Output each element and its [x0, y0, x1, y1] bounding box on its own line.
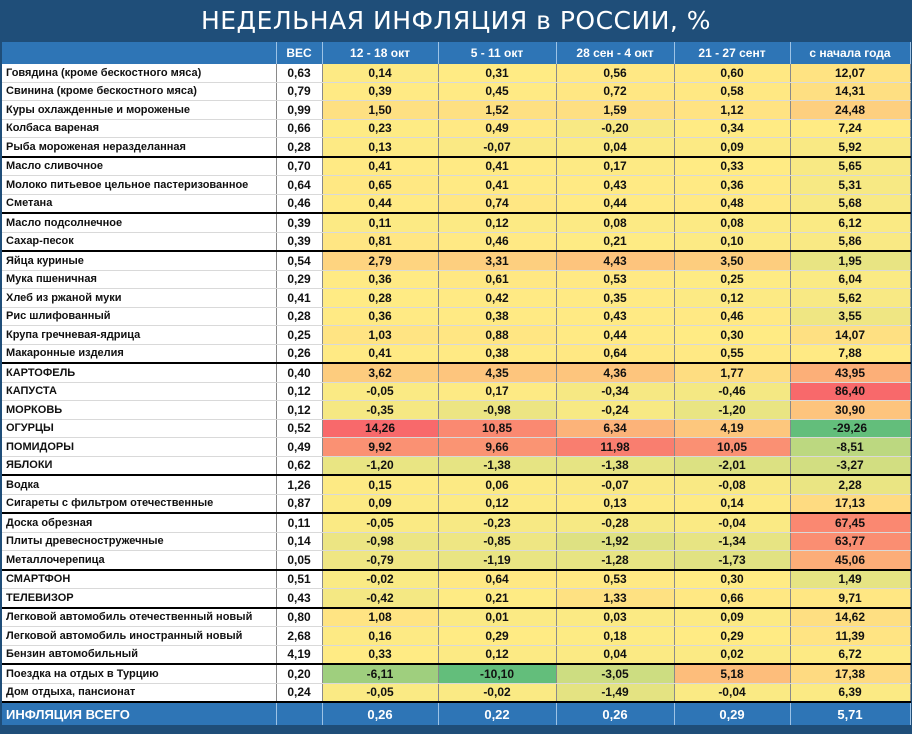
weekly-value-cell: -0,79: [322, 551, 438, 570]
ytd-value-cell: 5,68: [790, 194, 910, 213]
weekly-value-cell: 0,01: [438, 608, 556, 627]
ytd-value-cell: 7,24: [790, 119, 910, 138]
item-weight: 0,64: [276, 176, 322, 195]
weekly-value-cell: 1,52: [438, 101, 556, 120]
item-weight: 0,46: [276, 194, 322, 213]
table-row: [2, 645, 910, 664]
item-weight: 0,39: [276, 213, 322, 232]
weekly-value-cell: -0,08: [674, 475, 790, 494]
weekly-value-cell: 0,17: [556, 157, 674, 176]
weekly-value-cell: 9,92: [322, 438, 438, 457]
item-name: Хлеб из ржаной муки: [2, 289, 276, 308]
ytd-value-cell: 6,72: [790, 645, 910, 664]
item-name: ЯБЛОКИ: [2, 456, 276, 475]
item-weight: 0,54: [276, 251, 322, 270]
item-weight: 0,20: [276, 664, 322, 683]
inflation-table: [2, 42, 911, 725]
ytd-value-cell: 1,95: [790, 251, 910, 270]
table-row: [2, 570, 910, 589]
table-row: [2, 64, 910, 82]
item-name: ОГУРЦЫ: [2, 419, 276, 438]
ytd-value-cell: 30,90: [790, 401, 910, 420]
weekly-value-cell: -1,28: [556, 551, 674, 570]
item-weight: 0,79: [276, 82, 322, 101]
item-weight: 0,24: [276, 683, 322, 702]
weekly-value-cell: 0,41: [438, 157, 556, 176]
item-name: Дом отдыха, пансионат: [2, 683, 276, 702]
table-row: [2, 608, 910, 627]
ytd-value-cell: -3,27: [790, 456, 910, 475]
header-week-4: 21 - 27 сент: [674, 42, 790, 64]
ytd-value-cell: 3,55: [790, 307, 910, 326]
item-name: ТЕЛЕВИЗОР: [2, 589, 276, 608]
weekly-value-cell: 0,13: [322, 138, 438, 157]
weekly-value-cell: 0,15: [322, 475, 438, 494]
weekly-value-cell: -1,20: [674, 401, 790, 420]
ytd-value-cell: 5,65: [790, 157, 910, 176]
item-weight: 0,66: [276, 119, 322, 138]
table-row: [2, 664, 910, 683]
item-weight: 0,62: [276, 456, 322, 475]
item-weight: 0,14: [276, 532, 322, 551]
item-weight: 1,26: [276, 475, 322, 494]
item-weight: 0,28: [276, 138, 322, 157]
weekly-value-cell: -0,35: [322, 401, 438, 420]
weekly-value-cell: 4,43: [556, 251, 674, 270]
table-row: [2, 270, 910, 289]
header-item: [2, 42, 276, 64]
header-week-2: 5 - 11 окт: [438, 42, 556, 64]
weekly-value-cell: -0,23: [438, 513, 556, 532]
header-row: [2, 42, 910, 64]
weekly-value-cell: 0,88: [438, 326, 556, 345]
table-row: [2, 627, 910, 646]
weekly-value-cell: 0,41: [438, 176, 556, 195]
weekly-value-cell: 0,43: [556, 307, 674, 326]
weekly-value-cell: 11,98: [556, 438, 674, 457]
item-name: Сахар-песок: [2, 232, 276, 251]
item-name: Молоко питьевое цельное пастеризованное: [2, 176, 276, 195]
weekly-value-cell: 0,14: [322, 64, 438, 82]
table-row: [2, 251, 910, 270]
header-weight: ВЕС: [276, 42, 322, 64]
weekly-value-cell: 3,31: [438, 251, 556, 270]
weekly-value-cell: 0,53: [556, 270, 674, 289]
weekly-value-cell: 0,12: [438, 645, 556, 664]
ytd-value-cell: 5,62: [790, 289, 910, 308]
table-row: [2, 475, 910, 494]
ytd-value-cell: 6,39: [790, 683, 910, 702]
total-label: ИНФЛЯЦИЯ ВСЕГО: [2, 702, 276, 725]
weekly-value-cell: 0,09: [674, 138, 790, 157]
item-weight: 0,52: [276, 419, 322, 438]
total-row: [2, 702, 910, 725]
weekly-value-cell: -1,20: [322, 456, 438, 475]
ytd-value-cell: 17,13: [790, 494, 910, 513]
item-weight: 0,11: [276, 513, 322, 532]
weekly-value-cell: -0,05: [322, 382, 438, 401]
table-row: [2, 101, 910, 120]
item-name: Говядина (кроме бескостного мяса): [2, 64, 276, 82]
weekly-value-cell: 0,53: [556, 570, 674, 589]
table-row: [2, 456, 910, 475]
ytd-value-cell: 5,86: [790, 232, 910, 251]
ytd-value-cell: 11,39: [790, 627, 910, 646]
weekly-value-cell: 1,03: [322, 326, 438, 345]
weekly-value-cell: -0,02: [322, 570, 438, 589]
item-name: Бензин автомобильный: [2, 645, 276, 664]
ytd-value-cell: -29,26: [790, 419, 910, 438]
ytd-value-cell: 45,06: [790, 551, 910, 570]
weekly-value-cell: 0,02: [674, 645, 790, 664]
weekly-value-cell: 0,44: [556, 194, 674, 213]
weekly-value-cell: 0,58: [674, 82, 790, 101]
weekly-value-cell: 1,77: [674, 363, 790, 382]
item-name: МОРКОВЬ: [2, 401, 276, 420]
ytd-value-cell: 5,92: [790, 138, 910, 157]
weekly-value-cell: 0,35: [556, 289, 674, 308]
table-row: [2, 401, 910, 420]
weekly-value-cell: 0,28: [322, 289, 438, 308]
table-row: [2, 494, 910, 513]
weekly-value-cell: 0,34: [674, 119, 790, 138]
weekly-value-cell: -0,24: [556, 401, 674, 420]
weekly-value-cell: -6,11: [322, 664, 438, 683]
weekly-value-cell: -0,20: [556, 119, 674, 138]
page-title: НЕДЕЛЬНАЯ ИНФЛЯЦИЯ в РОССИИ, %: [200, 6, 712, 35]
ytd-value-cell: 17,38: [790, 664, 910, 683]
weekly-value-cell: 0,81: [322, 232, 438, 251]
weekly-value-cell: -3,05: [556, 664, 674, 683]
weekly-value-cell: 0,12: [438, 213, 556, 232]
table-row: [2, 438, 910, 457]
total-value-cell: 0,22: [438, 702, 556, 725]
item-name: Масло подсолнечное: [2, 213, 276, 232]
weekly-value-cell: 0,44: [322, 194, 438, 213]
item-name: Куры охлажденные и мороженые: [2, 101, 276, 120]
weekly-value-cell: 0,25: [674, 270, 790, 289]
weekly-value-cell: 4,35: [438, 363, 556, 382]
weekly-value-cell: 0,12: [438, 494, 556, 513]
weekly-value-cell: -0,04: [674, 683, 790, 702]
weekly-value-cell: -0,02: [438, 683, 556, 702]
ytd-value-cell: 86,40: [790, 382, 910, 401]
weekly-value-cell: 0,31: [438, 64, 556, 82]
weekly-value-cell: 0,09: [674, 608, 790, 627]
weekly-value-cell: 1,59: [556, 101, 674, 120]
ytd-value-cell: 5,31: [790, 176, 910, 195]
ytd-value-cell: 12,07: [790, 64, 910, 82]
weekly-value-cell: 0,74: [438, 194, 556, 213]
item-name: Масло сливочное: [2, 157, 276, 176]
weekly-value-cell: 0,33: [322, 645, 438, 664]
weekly-value-cell: 0,21: [438, 589, 556, 608]
weekly-value-cell: 0,46: [674, 307, 790, 326]
ytd-value-cell: 63,77: [790, 532, 910, 551]
weekly-value-cell: 0,30: [674, 570, 790, 589]
weekly-value-cell: 0,23: [322, 119, 438, 138]
weekly-value-cell: 0,72: [556, 82, 674, 101]
weekly-value-cell: -0,28: [556, 513, 674, 532]
weekly-value-cell: 0,33: [674, 157, 790, 176]
item-name: Сметана: [2, 194, 276, 213]
ytd-value-cell: 7,88: [790, 344, 910, 363]
table-row: [2, 157, 910, 176]
weekly-value-cell: 10,05: [674, 438, 790, 457]
item-name: СМАРТФОН: [2, 570, 276, 589]
weekly-value-cell: 0,12: [674, 289, 790, 308]
total-value-cell: 5,71: [790, 702, 910, 725]
item-weight: 0,29: [276, 270, 322, 289]
header-ytd: с начала года: [790, 42, 910, 64]
item-weight: 0,05: [276, 551, 322, 570]
item-weight: 0,40: [276, 363, 322, 382]
weekly-value-cell: 0,04: [556, 645, 674, 664]
item-name: Плиты древесностружечные: [2, 532, 276, 551]
weekly-value-cell: -0,05: [322, 683, 438, 702]
item-name: Макаронные изделия: [2, 344, 276, 363]
weekly-value-cell: 6,34: [556, 419, 674, 438]
item-weight: 2,68: [276, 627, 322, 646]
item-name: Металлочерепица: [2, 551, 276, 570]
ytd-value-cell: 14,31: [790, 82, 910, 101]
weekly-value-cell: 3,50: [674, 251, 790, 270]
weekly-value-cell: 0,06: [438, 475, 556, 494]
ytd-value-cell: -8,51: [790, 438, 910, 457]
weekly-value-cell: 0,55: [674, 344, 790, 363]
total-value-cell: 0,29: [674, 702, 790, 725]
weekly-value-cell: 3,62: [322, 363, 438, 382]
table-row: [2, 194, 910, 213]
weekly-value-cell: 1,12: [674, 101, 790, 120]
item-weight: 0,87: [276, 494, 322, 513]
weekly-value-cell: 14,26: [322, 419, 438, 438]
table-row: [2, 82, 910, 101]
weekly-value-cell: -10,10: [438, 664, 556, 683]
weekly-value-cell: 5,18: [674, 664, 790, 683]
weekly-value-cell: 0,04: [556, 138, 674, 157]
item-weight: 0,12: [276, 401, 322, 420]
weekly-value-cell: 10,85: [438, 419, 556, 438]
weekly-value-cell: -0,46: [674, 382, 790, 401]
weekly-value-cell: 1,33: [556, 589, 674, 608]
weekly-value-cell: 4,36: [556, 363, 674, 382]
table-row: [2, 232, 910, 251]
header-week-3: 28 сен - 4 окт: [556, 42, 674, 64]
weekly-value-cell: -0,07: [438, 138, 556, 157]
weekly-value-cell: 0,64: [438, 570, 556, 589]
weekly-value-cell: 0,43: [556, 176, 674, 195]
weekly-value-cell: -2,01: [674, 456, 790, 475]
table-row: [2, 119, 910, 138]
ytd-value-cell: 6,04: [790, 270, 910, 289]
weekly-value-cell: -0,05: [322, 513, 438, 532]
item-name: Поездка на отдых в Турцию: [2, 664, 276, 683]
item-name: Легковой автомобиль иностранный новый: [2, 627, 276, 646]
table-row: [2, 344, 910, 363]
weekly-value-cell: -0,07: [556, 475, 674, 494]
item-weight: 0,99: [276, 101, 322, 120]
item-weight: 0,12: [276, 382, 322, 401]
item-name: Мука пшеничная: [2, 270, 276, 289]
item-name: Крупа гречневая-ядрица: [2, 326, 276, 345]
table-row: [2, 289, 910, 308]
ytd-value-cell: 24,48: [790, 101, 910, 120]
item-weight: 4,19: [276, 645, 322, 664]
weekly-value-cell: 0,48: [674, 194, 790, 213]
weekly-value-cell: -0,42: [322, 589, 438, 608]
weekly-value-cell: 0,36: [674, 176, 790, 195]
weekly-value-cell: -1,73: [674, 551, 790, 570]
weekly-value-cell: 0,45: [438, 82, 556, 101]
weekly-value-cell: 0,08: [674, 213, 790, 232]
item-name: Водка: [2, 475, 276, 494]
weekly-value-cell: -1,38: [556, 456, 674, 475]
weekly-value-cell: -1,38: [438, 456, 556, 475]
item-weight: 0,70: [276, 157, 322, 176]
weekly-value-cell: 0,29: [674, 627, 790, 646]
weekly-value-cell: 0,41: [322, 344, 438, 363]
table-row: [2, 683, 910, 702]
weekly-value-cell: 0,66: [674, 589, 790, 608]
weekly-value-cell: 0,10: [674, 232, 790, 251]
ytd-value-cell: 9,71: [790, 589, 910, 608]
item-weight: 0,41: [276, 289, 322, 308]
item-name: Свинина (кроме бескостного мяса): [2, 82, 276, 101]
table-body: [2, 64, 910, 725]
item-weight: 0,26: [276, 344, 322, 363]
weekly-value-cell: 0,03: [556, 608, 674, 627]
weekly-value-cell: 0,64: [556, 344, 674, 363]
header-week-1: 12 - 18 окт: [322, 42, 438, 64]
weekly-value-cell: 4,19: [674, 419, 790, 438]
table-row: [2, 382, 910, 401]
item-name: ПОМИДОРЫ: [2, 438, 276, 457]
table-row: [2, 532, 910, 551]
weekly-value-cell: 0,09: [322, 494, 438, 513]
weekly-value-cell: 0,46: [438, 232, 556, 251]
weekly-value-cell: -0,34: [556, 382, 674, 401]
weekly-value-cell: -0,04: [674, 513, 790, 532]
item-name: Сигареты с фильтром отечественные: [2, 494, 276, 513]
item-weight: 0,49: [276, 438, 322, 457]
table-row: [2, 326, 910, 345]
item-name: Доска обрезная: [2, 513, 276, 532]
table-row: [2, 213, 910, 232]
table-row: [2, 307, 910, 326]
weekly-value-cell: 0,14: [674, 494, 790, 513]
table-row: [2, 363, 910, 382]
weekly-value-cell: 0,49: [438, 119, 556, 138]
table-row: [2, 419, 910, 438]
weekly-value-cell: 0,16: [322, 627, 438, 646]
weekly-value-cell: 0,21: [556, 232, 674, 251]
ytd-value-cell: 2,28: [790, 475, 910, 494]
weekly-value-cell: 0,38: [438, 344, 556, 363]
table-row: [2, 513, 910, 532]
weekly-value-cell: 1,08: [322, 608, 438, 627]
weekly-value-cell: 0,36: [322, 307, 438, 326]
weekly-value-cell: 0,61: [438, 270, 556, 289]
ytd-value-cell: 43,95: [790, 363, 910, 382]
weekly-value-cell: 0,39: [322, 82, 438, 101]
weekly-value-cell: 9,66: [438, 438, 556, 457]
item-name: Рис шлифованный: [2, 307, 276, 326]
weekly-value-cell: 0,13: [556, 494, 674, 513]
item-weight: 0,25: [276, 326, 322, 345]
weekly-value-cell: 0,44: [556, 326, 674, 345]
weekly-value-cell: 0,29: [438, 627, 556, 646]
ytd-value-cell: 6,12: [790, 213, 910, 232]
weekly-value-cell: 0,41: [322, 157, 438, 176]
item-weight: 0,63: [276, 64, 322, 82]
item-name: Рыба мороженая неразделанная: [2, 138, 276, 157]
weekly-value-cell: 0,17: [438, 382, 556, 401]
table-row: [2, 138, 910, 157]
item-weight: 0,51: [276, 570, 322, 589]
item-name: Колбаса вареная: [2, 119, 276, 138]
weekly-value-cell: 0,30: [674, 326, 790, 345]
table-row: [2, 551, 910, 570]
item-weight: 0,28: [276, 307, 322, 326]
item-weight: 0,39: [276, 232, 322, 251]
weekly-value-cell: -1,92: [556, 532, 674, 551]
weekly-value-cell: -0,98: [438, 401, 556, 420]
weekly-value-cell: -1,34: [674, 532, 790, 551]
weekly-value-cell: 0,11: [322, 213, 438, 232]
table-row: [2, 176, 910, 195]
total-value-cell: 0,26: [556, 702, 674, 725]
weekly-value-cell: -1,19: [438, 551, 556, 570]
weekly-value-cell: 0,08: [556, 213, 674, 232]
ytd-value-cell: 14,07: [790, 326, 910, 345]
item-name: КАПУСТА: [2, 382, 276, 401]
ytd-value-cell: 1,49: [790, 570, 910, 589]
item-weight: 0,80: [276, 608, 322, 627]
item-name: Яйца куриные: [2, 251, 276, 270]
weekly-value-cell: 0,65: [322, 176, 438, 195]
weekly-value-cell: -1,49: [556, 683, 674, 702]
table-row: [2, 589, 910, 608]
weekly-value-cell: 0,42: [438, 289, 556, 308]
weekly-value-cell: 0,36: [322, 270, 438, 289]
weekly-value-cell: 1,50: [322, 101, 438, 120]
total-value-cell: 0,26: [322, 702, 438, 725]
weekly-value-cell: 0,56: [556, 64, 674, 82]
item-name: Легковой автомобиль отечественный новый: [2, 608, 276, 627]
total-weight: [276, 702, 322, 725]
ytd-value-cell: 67,45: [790, 513, 910, 532]
item-name: КАРТОФЕЛЬ: [2, 363, 276, 382]
weekly-value-cell: 0,38: [438, 307, 556, 326]
weekly-value-cell: 0,18: [556, 627, 674, 646]
weekly-value-cell: -0,98: [322, 532, 438, 551]
weekly-value-cell: 2,79: [322, 251, 438, 270]
weekly-value-cell: 0,60: [674, 64, 790, 82]
item-weight: 0,43: [276, 589, 322, 608]
weekly-value-cell: -0,85: [438, 532, 556, 551]
ytd-value-cell: 14,62: [790, 608, 910, 627]
